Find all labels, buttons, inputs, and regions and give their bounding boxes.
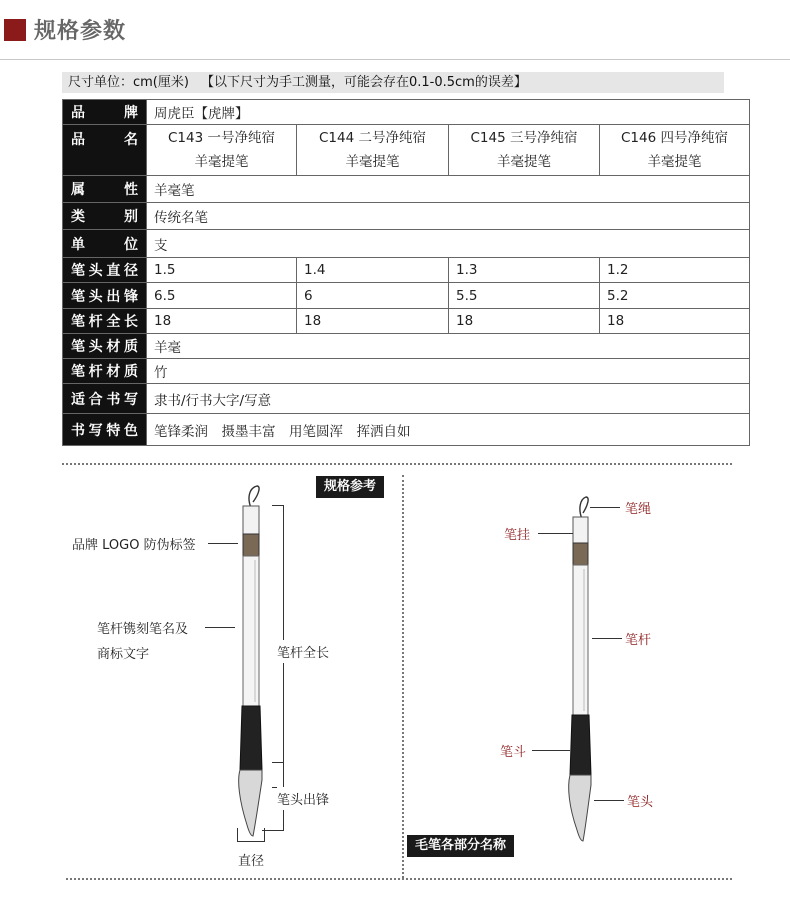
hanger-leader-line (538, 533, 573, 534)
brand-value: 周虎臣【虎牌】 (147, 100, 750, 125)
unit-label: 单 位 (63, 230, 147, 258)
diameter-value: 1.5 (147, 258, 297, 283)
length-value: 18 (297, 309, 449, 334)
tip-label: 笔头出锋 (63, 283, 147, 309)
table-row (63, 258, 750, 283)
section-header (0, 0, 790, 60)
table-row (63, 100, 750, 125)
product-name-line2: 羊毫提笔 (345, 154, 400, 170)
engrave-label-line2: 商标文字 (97, 647, 150, 662)
product-name-cell (449, 125, 600, 176)
table-row (63, 384, 750, 414)
spec-table (62, 99, 750, 446)
section-title: 规格参数 (34, 19, 127, 44)
diagram-top-border (62, 463, 732, 465)
category-label: 类 别 (63, 203, 147, 230)
category-value: 传统名笔 (147, 203, 750, 230)
parts-name-tag: 毛笔各部分名称 (407, 835, 514, 857)
table-row (63, 125, 750, 176)
attribute-value: 羊毫笔 (147, 176, 750, 203)
tip-value: 5.2 (600, 283, 750, 309)
unit-text: 尺寸单位：cm(厘米) (68, 75, 189, 90)
product-name-cell (147, 125, 297, 176)
shaft-leader-line (592, 638, 622, 639)
head-leader-line (594, 800, 624, 801)
header-accent-square (4, 19, 26, 41)
table-row (63, 359, 750, 384)
table-row (63, 283, 750, 309)
length-value: 18 (449, 309, 600, 334)
head-material-value: 羊毫 (147, 334, 750, 359)
table-row (63, 309, 750, 334)
suitable-value: 隶书/行书大字/写意 (147, 384, 750, 414)
tip-bracket-bottom (262, 830, 284, 831)
shaft-label: 笔杆 (625, 633, 652, 648)
tip-value: 5.5 (449, 283, 600, 309)
length-value: 18 (600, 309, 750, 334)
brand-label: 品 牌 (63, 100, 147, 125)
rope-label: 笔绳 (625, 502, 652, 517)
tip-value: 6 (297, 283, 449, 309)
tip-length-label: 笔头出锋 (277, 787, 329, 810)
diameter-value: 1.4 (297, 258, 449, 283)
product-name-cell (297, 125, 449, 176)
product-name-line2: 羊毫提笔 (647, 154, 702, 170)
shaft-material-label: 笔杆材质 (63, 359, 147, 384)
features-value: 笔锋柔润 摄墨丰富 用笔圆浑 挥洒自如 (147, 414, 750, 446)
diameter-bracket-right (264, 828, 265, 842)
attribute-label: 属 性 (63, 176, 147, 203)
table-row (63, 334, 750, 359)
table-row (63, 203, 750, 230)
header-divider (0, 59, 790, 60)
features-label: 书写特色 (63, 414, 147, 446)
product-name-line1: C144 二号净纯宿 (319, 130, 426, 146)
length-label: 笔杆全长 (277, 640, 329, 663)
suitable-label: 适合书写 (63, 384, 147, 414)
tip-value: 6.5 (147, 283, 297, 309)
neck-label: 笔斗 (500, 745, 527, 760)
neck-leader-line (532, 750, 570, 751)
diameter-bracket-line (237, 841, 265, 842)
diameter-bracket-left (237, 828, 238, 842)
table-row (63, 414, 750, 446)
table-row (63, 230, 750, 258)
table-row (63, 176, 750, 203)
unit-bar (62, 72, 724, 93)
diameter-value: 1.3 (449, 258, 600, 283)
product-name-line1: C146 四号净纯宿 (621, 130, 728, 146)
diameter-label: 直径 (238, 854, 265, 869)
engrave-leader-line (205, 627, 235, 628)
product-name-line1: C145 三号净纯宿 (470, 130, 578, 146)
logo-label: 品牌 LOGO 防伪标签 (72, 538, 196, 553)
measurement-note: 【以下尺寸为手工测量，可能会存在0.1-0.5cm的误差】 (200, 75, 527, 90)
brush-illustration-left (225, 480, 275, 840)
brush-illustration-right (556, 495, 606, 845)
length-label: 笔杆全长 (63, 309, 147, 334)
logo-leader-line (208, 543, 238, 544)
product-name-cell (600, 125, 750, 176)
product-name-line2: 羊毫提笔 (497, 154, 551, 170)
rope-leader-line (590, 507, 620, 508)
shaft-material-value: 竹 (147, 359, 750, 384)
unit-value: 支 (147, 230, 750, 258)
diameter-value: 1.2 (600, 258, 750, 283)
length-value: 18 (147, 309, 297, 334)
product-name-line2: 羊毫提笔 (194, 154, 249, 170)
head-material-label: 笔头材质 (63, 334, 147, 359)
engrave-label-line1: 笔杆镌刻笔名及 (97, 622, 189, 637)
spec-reference-tag: 规格参考 (316, 476, 384, 498)
diagram-bottom-border (66, 878, 732, 880)
product-name-label: 品 名 (63, 125, 147, 176)
diameter-label: 笔头直径 (63, 258, 147, 283)
diagram-center-divider (402, 475, 404, 878)
head-label: 笔头 (627, 795, 654, 810)
product-name-line1: C143 一号净纯宿 (168, 130, 275, 146)
hanger-label: 笔挂 (504, 528, 531, 543)
